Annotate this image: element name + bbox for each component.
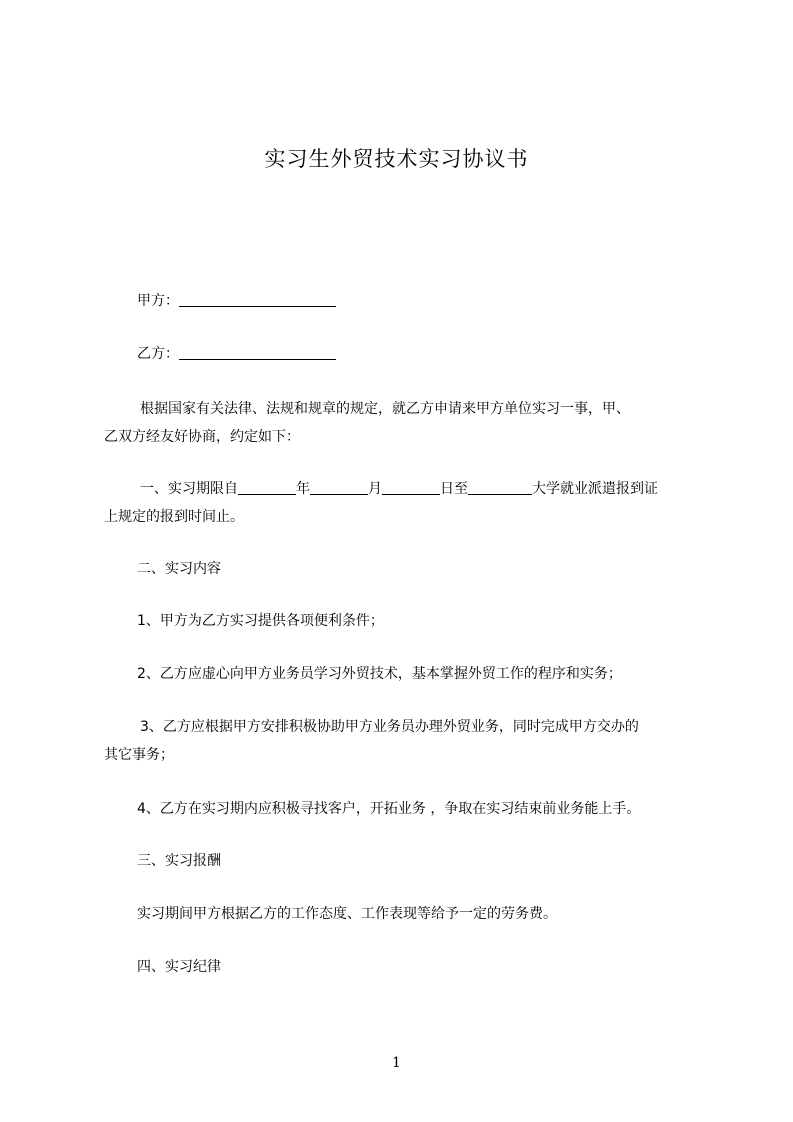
item-1: 1、甲方为乙方实习提供各项便利条件； xyxy=(137,613,384,629)
party-a-blank xyxy=(179,291,336,307)
clause-1-suffix: 大学就业派遣报到证 xyxy=(532,481,658,497)
section-3-text: 实习期间甲方根据乙方的工作态度、工作表现等给予一定的劳务费。 xyxy=(137,906,557,922)
item-2: 2、乙方应虚心向甲方业务员学习外贸技术，基本掌握外贸工作的程序和实务； xyxy=(137,666,622,682)
clause-1-line-1 xyxy=(104,475,750,503)
item-3-line-1: 3、乙方应根据甲方安排积极协助甲方业务员办理外贸业务，同时完成甲方交办的 xyxy=(140,719,639,735)
clause-1-line-2: 上规定的报到时间止。 xyxy=(104,509,244,525)
month-blank xyxy=(310,479,368,495)
section-2-heading: 二、实习内容 xyxy=(137,561,221,577)
intro-line-1: 根据国家有关法律、法规和规章的规定，就乙方申请来甲方单位实习一事，甲、 xyxy=(140,401,630,417)
day-blank xyxy=(382,479,440,495)
item-3-line-2: 其它事务； xyxy=(104,747,174,763)
year-blank xyxy=(238,479,296,495)
intro-line-2: 乙双方经友好协商，约定如下： xyxy=(104,429,300,445)
section-4-heading: 四、实习纪律 xyxy=(137,959,221,975)
clause-1-day-to: 日至 xyxy=(440,481,468,497)
party-a-label: 甲方： xyxy=(137,293,179,309)
clause-1-prefix: 一、实习期限自 xyxy=(140,481,238,497)
party-b-label: 乙方： xyxy=(137,346,179,362)
item-4: 4、乙方在实习期内应积极寻找客户，开拓业务 ，争取在实习结束前业务能上手。 xyxy=(137,801,641,817)
clause-1-month: 月 xyxy=(368,481,382,497)
university-blank xyxy=(468,479,532,495)
clause-1-year: 年 xyxy=(296,481,310,497)
party-b-blank xyxy=(179,344,336,360)
document-title: 实习生外贸技术实习协议书 xyxy=(264,147,529,171)
section-3-heading: 三、实习报酬 xyxy=(137,853,221,869)
party-b-line xyxy=(104,340,747,368)
page-number: 1 xyxy=(392,1055,401,1071)
party-a-line xyxy=(104,287,747,315)
